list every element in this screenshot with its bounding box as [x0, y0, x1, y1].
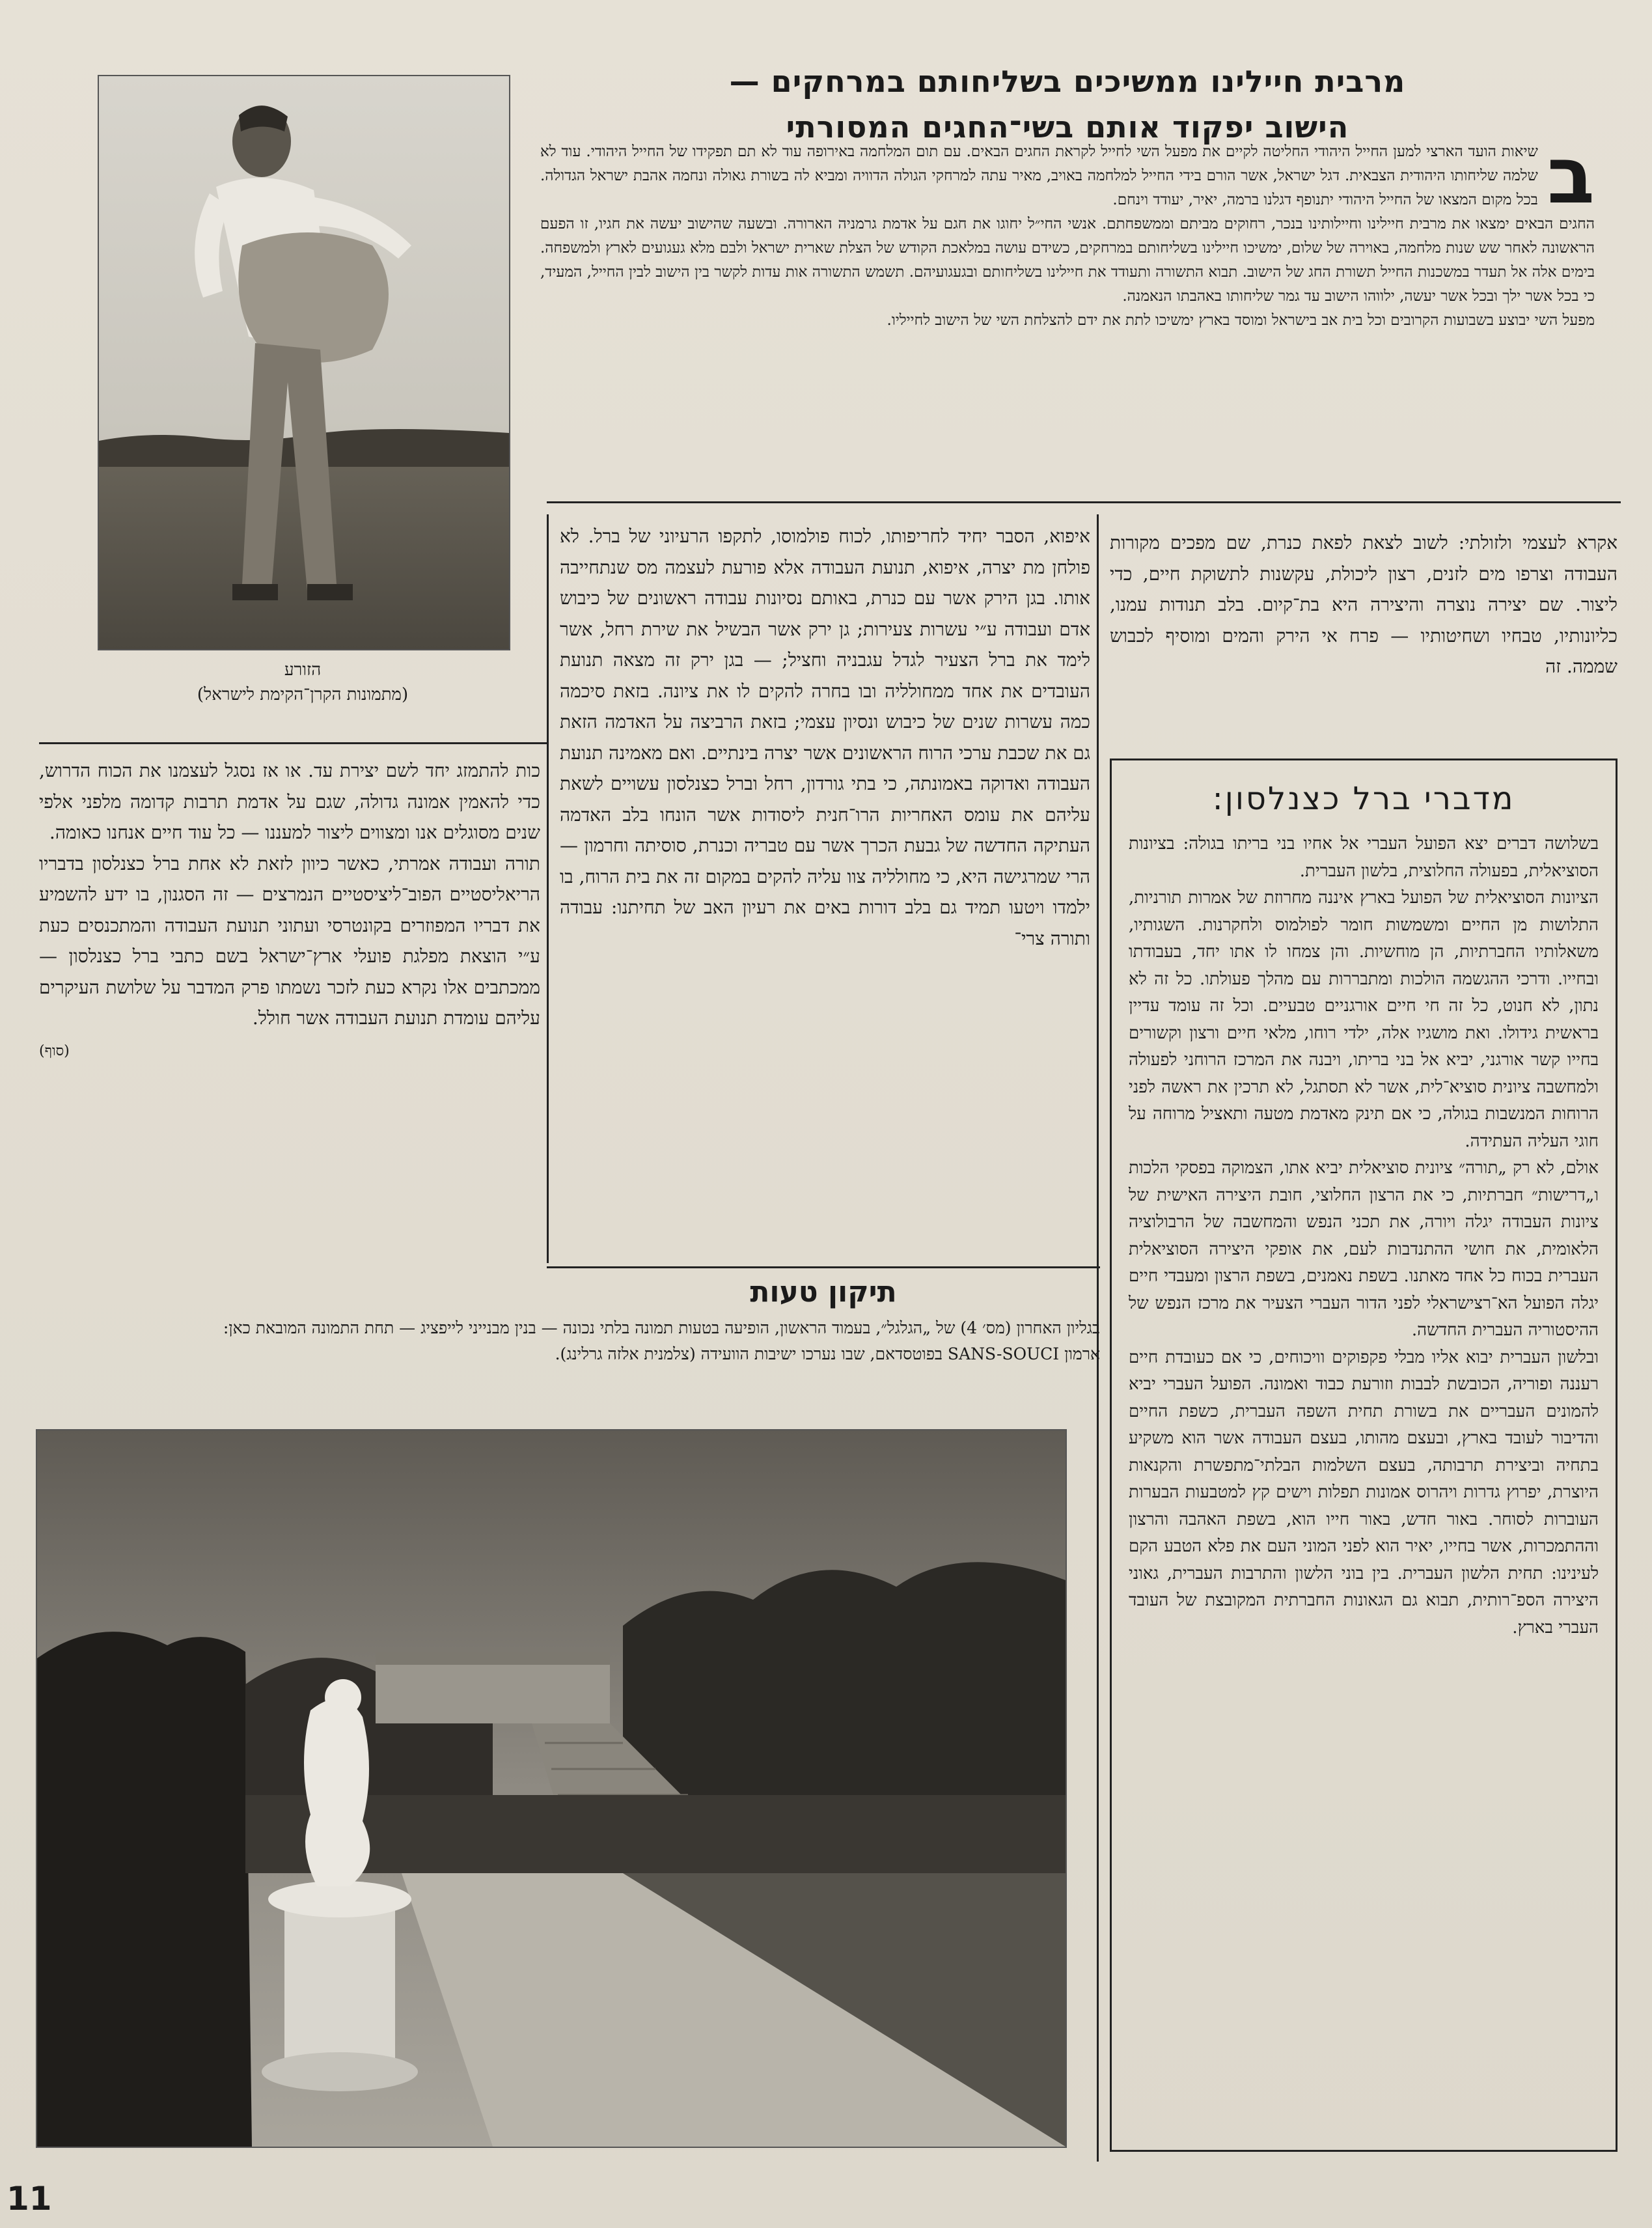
quote-box [1110, 759, 1618, 2152]
quote-paragraph-1: בשלושה דברים יצא הפועל העברי אל אחיו בני בריתו בגולה: בציונות הסוציאלית, בפעולה החלוצית, בלשון העברית. [1129, 834, 1599, 881]
correction-line-1: בגליון האחרון (מס׳ 4) של „הגלגל״, בעמוד הראשון, הופיעה בטעות תמונה בלתי נכונה — בנין מבנייני לייפציג — תחת התמונה המובאת כאן: [223, 1318, 1100, 1337]
sower-caption-credit: (מתמונות הקרן־הקימת לישראל) [197, 685, 409, 704]
sans-souci-photo [36, 1429, 1067, 2148]
left-column-text [39, 755, 540, 1066]
end-mark [39, 1034, 540, 1067]
correction-top-rule [547, 1266, 1100, 1268]
sans-souci-photo-image [37, 1430, 1066, 2147]
middle-column-text [560, 521, 1090, 954]
sower-caption-title: הזורע [284, 660, 322, 680]
quote-paragraph-3: אולם, לא רק „תורה״ ציונית סוציאלית יביא אתו, הצמוקה בפסקי הלכות ו„דרישות״ חברתיות, כי את הרצון החלוצי, חובת היצירה האישית של ציונות העבודה יגלה ויורה, את תכני הנפש והמחשבה של הרבולוציה הלאומית, את חושי ההתנדבות לעם, את אופקי היצירה הסוציאלית העברית בכוח כל אחד מאתנו. בשפת נאמנים, בשפת הרצון ומעבדי חיים יגלה הפועל הא־רצישראלי לפני הדור העברי הצעיר את מרכז הנפש של ההיסטוריה העברית החדשה. [1129, 1158, 1599, 1340]
middle-column-paragraph: איפוא, הסבר יחיד לחריפותו, לכוח פולמוסו, לתקפו הרעיוני של ברל. לא פולחן מת יצרה, איפוא, תנועת העבודה אלא פורעת לעצמה מס שנתחייבה אותו. בגן הירק אשר עם כנרת, באותם נסיונות עבודה ראשונים של כיבוש אדם ועבודה ע״י עשרות צעירות; גן ירק אשר הבשיל את שירת רחל, אשר לימד את ברל הצעיר לגדל עגבניה וחציל; — בגן ירק זה מצאה תנועת העובדים את אחד ממחולליה ובו בחרה להקים לו את ציונה. בזאת סיכמה כמה עשרות שנים של כיבוש ונסיון עצמי; בזאת הרביצה על האדמה הזאת גם את שכבת ערכי הרוח הראשונים אשר יצרה בינתיים. ואם מאמינה תנועת העבודה ואדוקה באמונתה, כי בתי גורדון, רחל וברל כצנלסון עשויים לשאת עליהם את עומס האחריות הרו־חנית ליסודות אשר הונחו בלב האדמה העתיקה החדשה של גבעת הכרך אשר עם טבריה וכנרת, סוסיתה וחרמון — הרי שמרגישה היא, כי מחולליה צוו עליה להקים במקום זה את בית הרוח, בו ילמדו ויטעו תמיד גם בלב דורות באים את רעיון האב של תחיתנו: עבודה ותורה צרי־ [560, 525, 1091, 949]
quote-paragraph-2: הציונות הסוציאלית של הפועל בארץ איננה מחרוזת של אמרות תורניות, התלושות מן החיים ומשמשות חומר לפולמוס ולחקרנות. השגותיו, משאלותיו החברתיות, הן מוחשיות. והן צמחו לו אתו יחד, בעבודתו ובחייו. ודרכי ההגשמה הולכות ומתבררות עם מהלך פעולתו. כל זה לא נתון, לא חנוט, כל זה חי חיים אורגניים טבעיים. וכל זה עומד עדיין בראשית גידולו. ואת מושגיו אלה, ילדי רוחו, מלאי חיים ורצון וקשורים בחייו קשר אורגני, יביא אל בני בריתו, ויבנה את המרכז הרוחני לפעולה ולמחשבה ציונית סוציא־לית, אשר לא תסתגל, לא תרכין את ראשה לפני הרוחות המנשבות בגולה, כי אם תינק מאדמת מטעה ותאציל מרוחה על חוגי העליה העתידה. [1129, 888, 1599, 1151]
left-column-paragraph-2: תורה ועבודה אמרתי, כאשר כיוון לזאת לא אחת ברל כצנלסון בדבריו הריאליסטיים הפוב־ליציסטיים הנמרצים — זה הסגנון, בו ידע להשמיע את דבריו המפוזרים בקונטרסי ועתוני תנועת העבודה והמתכנסים כעת ע״י הוצאת מפלגת פועלי ארץ־ישראל בשם כתבי ברל כצנלסון — ממכתבים אלו נקרא כעת לזכר נשמתו פרק המדבר על שלושת העיקרים עליהם עומדת תנועת העבודה אשר חולל. [39, 852, 540, 1029]
right-column-text [1110, 527, 1618, 682]
right-column-paragraph: אקרא לעצמי ולזולתי: לשוב לצאת לפאת כנרת, שם מפכים מקורות העבודה וצרפו מים לזנים, רצון ליכולת, עקשנות לתשוקת חיים, כדי ליצור. שם יצירה נוצרה והיצירה היא בת־קיום. בלב תנודות עמנו, כליונותיו, טבחיו ושחיטותיו — פרח אי הירק והמים ומוסיף לכבוש שממה. זה [1110, 532, 1618, 677]
photo-caption-rule [39, 742, 547, 744]
drop-cap: ב [1547, 131, 1595, 221]
intro-paragraph-3: מפעל השי יבוצע בשבועות הקרובים וכל בית אב בישראל ומוסד בארץ ימשיכו לתת את ידם להצלחת השי של הישוב לחייליו. [887, 312, 1595, 329]
intro-article [540, 131, 1595, 333]
column-divider-left [547, 514, 549, 1263]
headline-line-2: הישוב יפקוד אותם בשי־החגים המסורתי [786, 109, 1349, 145]
intro-paragraph-1: שיאות הועד הארצי למען החייל היהודי החליטה לקיים את מפעל השי לחייל לקראת החגים הבאים. עם תום המלחמה באירופה עוד לא תם תפקידו של החייל היהודי. עוד לא שלמה שליחותו היהודית הצבאית. דגל ישראל, אשר הורם בידי החייל למלחמה באויב, מאיר עתה למרחקי הגולה הדוויה ומביא לה בשורת גאולה ונחמה אהבת ישראל הגדולה. בכל מקום המצאו של החייל היהודי יתנופף דגלנו ברמה, יאיר, יעודד וינחם. [540, 143, 1538, 208]
sower-caption [98, 658, 508, 707]
correction-text [72, 1315, 1100, 1367]
sower-photo [98, 75, 510, 650]
quote-paragraph-4: ובלשון העברית יבוא אליו מבלי פקפוקים וויכוחים, כי אם כעובדת חיים רעננה ופוריה, הכובשת לבבות וזורעת כבוד ואמונה. הפועל העברי יביא להמונים העבריים את בשורת תחית השפה העברית, כשפת החיים והדיבור לעובד בארץ, ובעצם מהותו, בעצם העבודה אשר הוא משקיע בתחיה וביצירת תרבותה, בעצם השלמות הבלתי־מתפשרת והקנאות היוצרת, יפרוץ גדרות ויהרוס אמונות תפלות וישים קץ למטבעות הבערות העוברות לסוחר. באור חדש, באור חייו הוא, בשפת האהבה והרצון וההתמכרות, אשר בחייו, יאיר הוא לפני המוני העם את פלא הטבע הקם לעינינו: תחית הלשון העברית. בין בוני הלשון והתרבות העברית, גאוני היצירה הספ־רותית, תבוא גם הגאונות החברתית המקובצת של העובד העברי בארץ. [1129, 1347, 1599, 1637]
quote-box-title: מדברי ברל כצנלסון: [1212, 781, 1515, 817]
sower-photo-image [99, 76, 509, 649]
intro-bottom-rule [547, 501, 1621, 503]
left-column-paragraph-1: כות להתמזג יחד לשם יצירת עד. או אז נסגל לעצמנו את הכוח הדרוש, כדי להאמין אמונה גדולה, שגם על אדמת תרבות קדומה מלפני אלפי שנים מסוגלים אנו ומצווים ליצור למעננו — כל עוד חיים אנחנו כאומה. [39, 760, 540, 843]
intro-paragraph-2: החגים הבאים ימצאו את מרבית חיילינו וחיילותינו בנכר, רחוקים מביתם וממשפחתם. אנשי החי״ל יחוגו את חגם על אדמת גרמניה הארורה. ובשעה שהישוב יעשה את חגיו, זו הפעם הראשונה לאחר שש שנות מלחמה, באוירה של שלום, ימשיכו חיילינו בשליחותם במרחקים, כשידם עושה במלאכת הקודש של הצלת שארית ישראל ולבם מלא געגועים לארץ ולמשפחה. בימים אלה אל תעדר במשכנות החייל תשורת החג של הישוב. תבוא התשורה ותעודד את חיילינו בשליחותם ובגעגועיהם. תשמש התשורה אות עדות לקשר בין הישוב לבין החייל, המעיד, כי בכל אשר ילך ובכל אשר יעשה, ילווהו הישוב עד גמר שליחותו באהבתו הנאמנה. [540, 216, 1595, 305]
end-mark-text: (סוף) [39, 1042, 70, 1059]
quote-box-body [1129, 831, 1599, 1641]
headline-line-1: מרבית חיילינו ממשיכים בשליחותם במרחקים — [729, 64, 1406, 99]
correction-line-2: ארמון SANS-SOUCI בפוטסדאם, שבו נערכו ישיבות הוועידה (צלמנית אלזה גרלינג). [555, 1344, 1100, 1363]
correction-title: תיקון טעות [750, 1275, 897, 1309]
article-headline [540, 59, 1595, 150]
page-number: 11 [7, 2180, 52, 2218]
